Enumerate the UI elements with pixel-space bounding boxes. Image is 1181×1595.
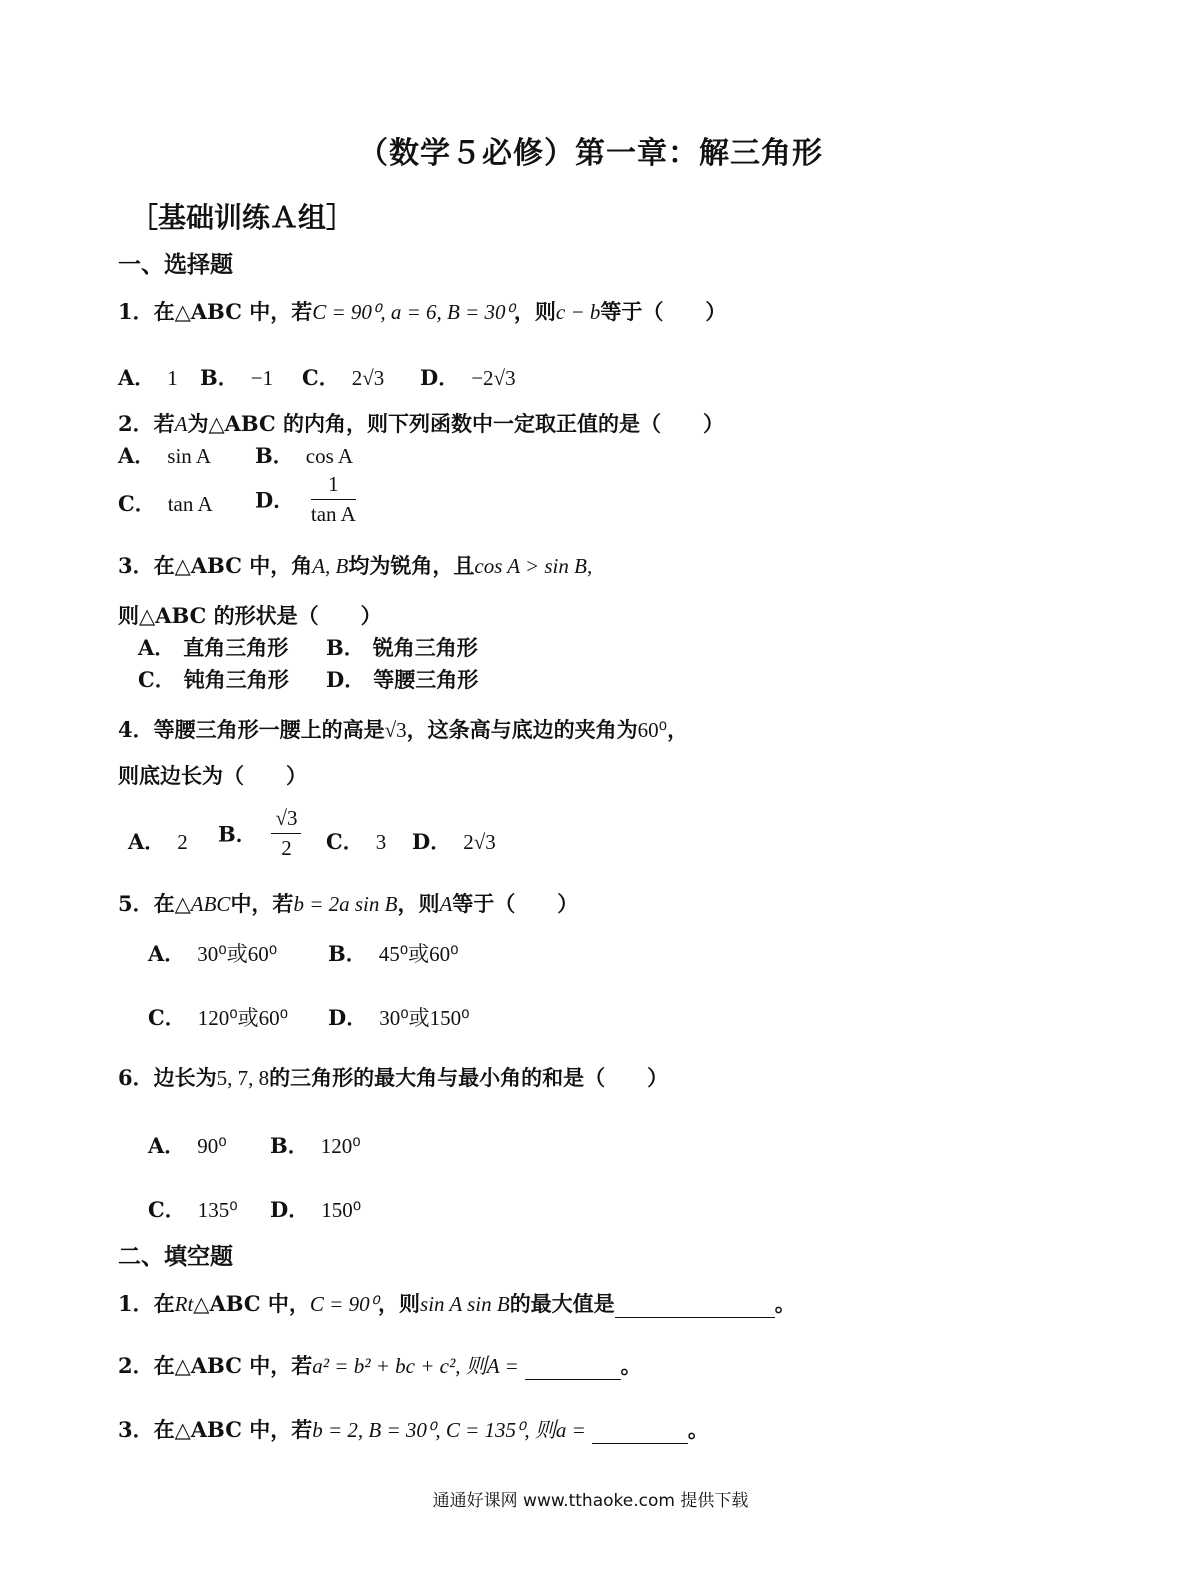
group-heading: ［基础训练Ａ组］ — [130, 201, 355, 234]
question-5: 5．在△ABC中，若b = 2a sin B，则A等于（ ） — [118, 891, 579, 916]
section-fill-in: 二、填空题 — [118, 1243, 233, 1270]
fill-question-2: 2．在△ABC 中，若a² = b² + bc + c², 则A = 。 — [118, 1353, 642, 1378]
fraction: $\frac{√3}{2}$ — [271, 806, 301, 861]
q1-option-a: A． 1 — [118, 365, 178, 390]
q1-option-c: C． 2√3 — [302, 365, 385, 390]
fill-question-1: 1．在Rt△ABC 中，C = 90⁰，则sin A sin B的最大值是 。 — [118, 1291, 796, 1316]
q2-option-c: C． tan A — [118, 491, 213, 516]
q2-option-b: B． cos A — [255, 443, 353, 468]
q5-option-b: B． 45⁰或60⁰ — [328, 941, 459, 966]
question-1: 1．在△ABC 中，若C = 90⁰, a = 6, B = 30⁰，则c − b等于（ ） — [118, 299, 727, 324]
question-4: 4．等腰三角形一腰上的高是√3，这条高与底边的夹角为60⁰， — [118, 717, 689, 742]
q2-option-a: A． sin A — [118, 443, 212, 468]
question-3: 3．在△ABC 中，角A, B均为锐角，且cos A > sin B, — [118, 553, 593, 578]
q1-option-b: B． −1 — [200, 365, 274, 390]
fraction: $\frac{1}{\text{tan A}}$ — [310, 472, 356, 527]
q3-option-c: C． 钝角三角形 — [138, 667, 289, 692]
q4-option-a: A． 2 — [128, 829, 188, 854]
q4-option-c: C． 3 — [326, 829, 387, 854]
q1-option-d: D． −2√3 — [420, 365, 516, 390]
q6-option-c: C． 135⁰ — [148, 1197, 238, 1222]
q5-option-c: C． 120⁰或60⁰ — [148, 1005, 289, 1030]
q6-option-d: D． 150⁰ — [270, 1197, 362, 1222]
q5-option-a: A． 30⁰或60⁰ — [148, 941, 278, 966]
q5-option-d: D． 30⁰或150⁰ — [328, 1005, 470, 1030]
fill-question-3: 3．在△ABC 中，若b = 2, B = 30⁰, C = 135⁰, 则a = 。 — [118, 1417, 709, 1442]
q3-option-a: A． 直角三角形 — [138, 635, 289, 660]
question-3-line-2: 则△ABC 的形状是（ ） — [118, 603, 382, 628]
q6-option-a: A． 90⁰ — [148, 1133, 227, 1158]
answer-blank — [615, 1297, 775, 1318]
answer-blank — [525, 1359, 621, 1380]
q4-option-b: B． $\frac{√3}{2}$ — [218, 806, 301, 861]
page-title: （数学５必修）第一章：解三角形 — [358, 136, 823, 171]
q3-option-d: D． 等腰三角形 — [326, 667, 479, 692]
question-4-line-2: 则底边长为（ ） — [118, 763, 307, 788]
page-footer: 通通好课网 www.tthaoke.com 提供下载 — [432, 1491, 749, 1511]
question-6: 6．边长为5, 7, 8的三角形的最大角与最小角的和是（ ） — [118, 1065, 669, 1090]
question-2: 2．若A为△ABC 的内角，则下列函数中一定取正值的是（ ） — [118, 411, 725, 436]
q4-option-d: D． 2√3 — [412, 829, 496, 854]
answer-blank — [592, 1423, 688, 1444]
q2-option-d: D． $\frac{1}{\text{tan A}}$ — [255, 472, 356, 527]
q6-option-b: B． 120⁰ — [270, 1133, 361, 1158]
section-multiple-choice: 一、选择题 — [118, 251, 233, 278]
q3-option-b: B． 锐角三角形 — [326, 635, 478, 660]
